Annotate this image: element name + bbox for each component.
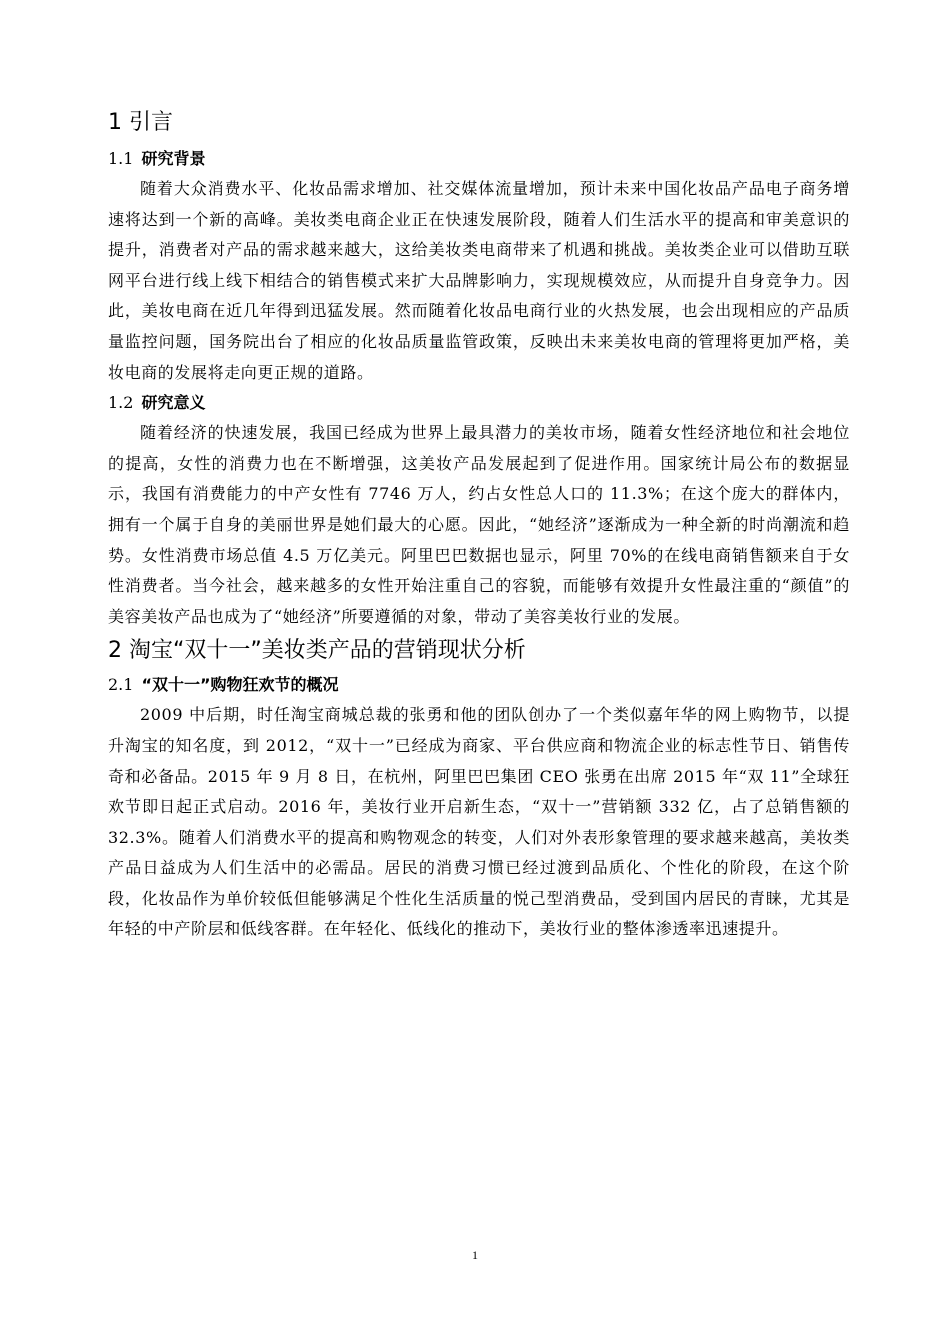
subsection-1-1-heading [108,144,850,174]
subsection-number: 1.2 [108,393,134,413]
subsection-2-1-heading [108,670,850,700]
subsection-title: 研究意义 [141,393,206,413]
page-number: 1 [472,1248,478,1262]
subsection-title: 研究背景 [141,149,206,168]
section-2-heading: 2 淘宝“双十一”美妆类产品的营销现状分析 [108,638,526,664]
paragraph-research-background: 随着大众消费水平、化妆品需求增加、社交媒体流量增加，预计未来中国化妆品产品电子商务增速将达到一个新的高峰。美妆类电商企业正在快速发展阶段，随着人们生活水平的提高和审美意识的提升，消费者对产品的需求越来越大，这给美妆类电商带来了机遇和挑战。美妆类企业可以借助互联网平台进行线上线下相结合的销售模式来扩大品牌影响力，实现规模效应，从而提升自身竞争力。因此，美妆电商在近几年得到迅猛发展。然而随着化妆品电商行业的火热发展，也会出现相应的产品质量监控问题，国务院出台了相应的化妆品质量监管政策，反映出未来美妆电商的管理将更加严格，美妆电商的发展将走向更正规的道路。 [108,179,850,382]
section-1-heading: 1 引言 [108,110,173,135]
paragraph-research-significance: 随着经济的快速发展，我国已经成为世界上最具潜力的美妆市场，随着女性经济地位和社会地位的提高，女性的消费力也在不断增强，这美妆产品发展起到了促进作用。国家统计局公布的数据显示，我国有消费能力的中产女性有 7746 万人，约占女性总人口的 11.3%；在这个庞大的群体内，拥有一个属于自身的美丽世界是她们最大的心愿。因此，“她经济”逐渐成为一种全新的时尚潮流和趋势。女性消费市场总值 4.5 万亿美元。阿里巴巴数据也显示，阿里 70%的在线电商销售额来自于女性消费者。当今社会，越来越多的女性开始注重自己的容貌，而能够有效提升女性最注重的“颜值”的美容美妆产品也成为了“她经济”所要遵循的对象，带动了美容美妆行业的发展。 [108,423,850,626]
paragraph-double-eleven-overview: 2009 中后期，时任淘宝商城总裁的张勇和他的团队创办了一个类似嘉年华的网上购物节，以提升淘宝的知名度，到 2012，“双十一”已经成为商家、平台供应商和物流企业的标志性节日、销售传奇和必备品。2015 年 9 月 8 日，在杭州，阿里巴巴集团 CEO 张勇在出席 2015 年“双 11”全球狂欢节即日起正式启动。2016 年，美妆行业开启新生态，“双十一”营销额 332 亿，占了总销售额的 32.3%。随着人们消费水平的提高和购物观念的转变，人们对外表形象管理的要求越来越高，美妆类产品日益成为人们生活中的必需品。居民的消费习惯已经过渡到品质化、个性化的阶段，在这个阶段，化妆品作为单价较低但能够满足个性化生活质量的悦己型消费品，受到国内居民的青睐，尤其是年轻的中产阶层和低线客群。在年轻化、低线化的推动下，美妆行业的整体渗透率迅速提升。 [108,705,850,939]
document-body [108,108,850,945]
subsection-number: 1.1 [108,149,134,168]
subsection-number: 2.1 [108,675,134,695]
subsection-1-2-heading [108,388,850,418]
subsection-title: “双十一”购物狂欢节的概况 [141,675,339,695]
